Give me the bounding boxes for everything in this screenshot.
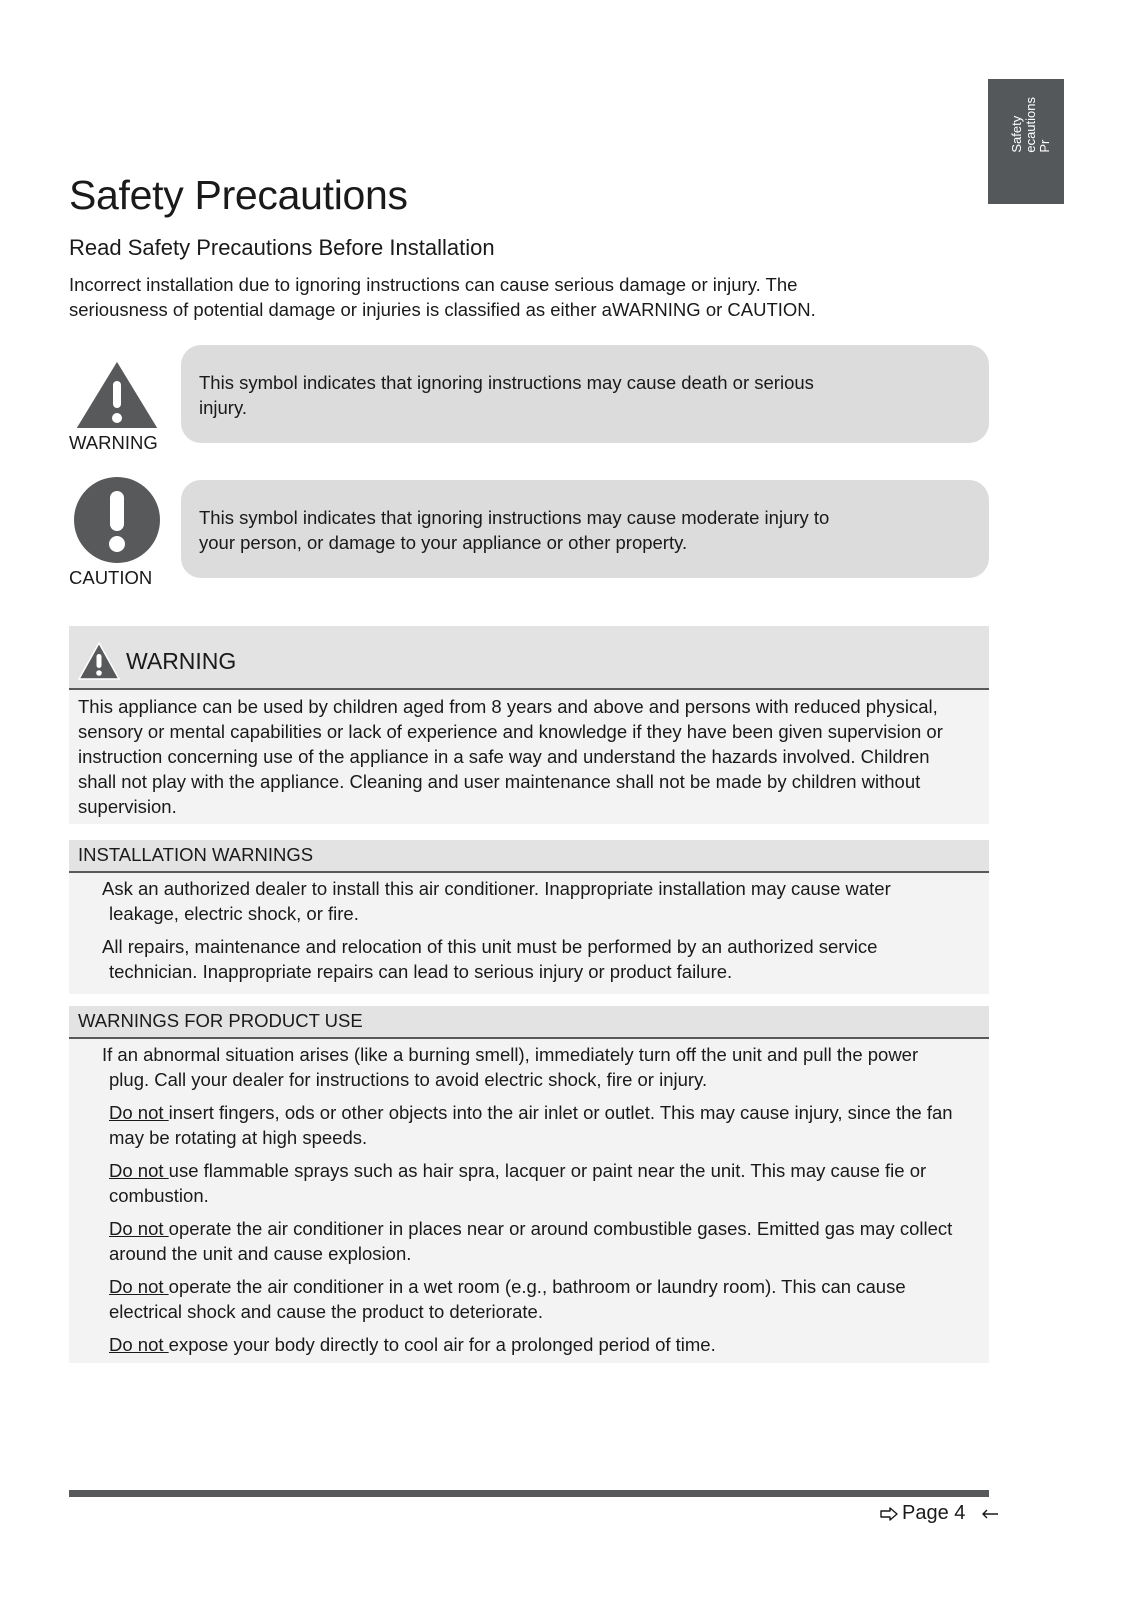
list-item-text: use flammable sprays such as hair spra, lacquer or paint near the unit. This may cause fie or combustion. (109, 1160, 927, 1206)
warning-section-header (69, 626, 989, 690)
list-item-text: If an abnormal situation arises (like a burning smell), immediately turn off the unit and pull the power plug. Call your dealer for instructions to avoid electric shock, fire or injury. (102, 1044, 919, 1090)
list-item (102, 934, 959, 984)
do-not-lead: Do not (109, 1276, 169, 1297)
page-navigation (880, 1502, 999, 1525)
page-number: Page 4 (902, 1502, 966, 1525)
warning-section (69, 626, 989, 824)
do-not-lead: Do not (109, 1334, 169, 1355)
product-use-warnings-section (69, 1006, 989, 1363)
warning-section-text: This appliance can be used by children aged from 8 years and above and persons with reduced physical, sensory or mental capabilities or lack of experience and knowledge if they have been given supervision or instruction concerning use of the appliance in a safe way and understand the hazards involved. Children shall not play with the appliance. Cleaning and user maintenance shall not be made by children without supervision. (78, 696, 943, 817)
warning-symbol-label: WARNING (69, 432, 158, 453)
do-not-lead: Do not (109, 1102, 169, 1123)
list-item (102, 1216, 959, 1266)
list-item (102, 1100, 959, 1150)
installation-warnings-section (69, 840, 989, 994)
footer-divider (69, 1490, 989, 1497)
warning-section-title: WARNING (126, 648, 237, 674)
list-item (102, 1158, 959, 1208)
side-tab[interactable] (988, 79, 1064, 204)
intro-paragraph: Incorrect installation due to ignoring instructions can cause serious damage or injury. The seriousness of potential damage or injuries is classified as either aWARNING or CAUTION. (69, 274, 816, 320)
next-page-arrow-icon[interactable] (880, 1507, 898, 1521)
page-title: Safety Precautions (69, 172, 408, 218)
list-item-text: expose your body directly to cool air for a prolonged period of time. (168, 1334, 716, 1355)
caution-symbol-description: This symbol indicates that ignoring instructions may cause moderate injury to your person, or damage to your appliance or other property. (181, 480, 989, 578)
product-use-warnings-header: WARNINGS FOR PRODUCT USE (69, 1006, 989, 1039)
warning-triangle-icon (72, 350, 162, 440)
warning-triangle-icon (77, 641, 121, 681)
list-item-text: insert fingers, ods or other objects into the air inlet or outlet. This may cause injury, since the fan may be rotating at high speeds. (109, 1102, 953, 1148)
section-subtitle: Read Safety Precautions Before Installation (69, 235, 495, 260)
do-not-lead: Do not (109, 1160, 169, 1181)
list-item (102, 1042, 959, 1092)
list-item-text: Ask an authorized dealer to install this air conditioner. Inappropriate installation may cause water leakage, electric shock, or fire. (102, 878, 891, 924)
caution-circle-icon (72, 475, 162, 565)
side-tab-label: Safety ecautions Pr (1009, 97, 1052, 153)
list-item (102, 876, 959, 926)
list-item-text: operate the air conditioner in a wet room (e.g., bathroom or laundry room). This can cause electrical shock and cause the product to deteriorate. (109, 1276, 906, 1322)
installation-warnings-header: INSTALLATION WARNINGS (69, 840, 989, 873)
warning-symbol-description: This symbol indicates that ignoring instructions may cause death or serious injury. (181, 345, 989, 443)
list-item (102, 1332, 959, 1357)
list-item-text: All repairs, maintenance and relocation of this unit must be performed by an authorized service technician. Inappropriate repairs can lead to serious injury or product failure. (102, 936, 878, 982)
list-item-text: operate the air conditioner in places near or around combustible gases. Emitted gas may collect around the unit and cause explosion. (109, 1218, 953, 1264)
caution-symbol-label: CAUTION (69, 567, 153, 588)
previous-page-arrow-icon[interactable] (981, 1508, 999, 1520)
list-item (102, 1274, 959, 1324)
do-not-lead: Do not (109, 1218, 169, 1239)
